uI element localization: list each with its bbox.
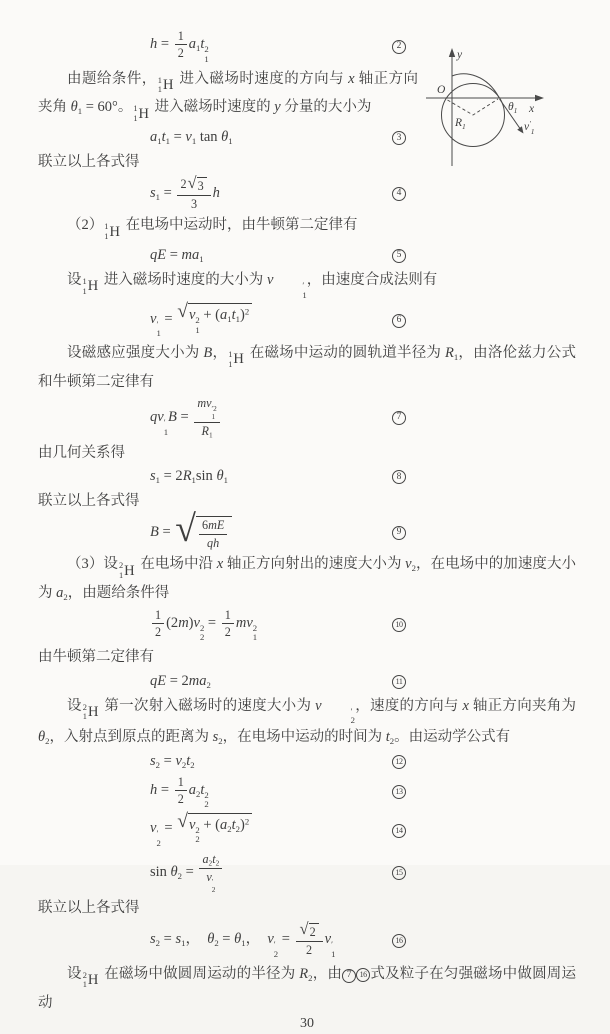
- math-var: $v_1$: [185, 129, 197, 147]
- text-run: 由几何关系得: [38, 444, 125, 461]
- math-var: m: [208, 518, 217, 533]
- math-var: $R_2$: [299, 965, 313, 983]
- text-run: ，速度的方向与: [354, 697, 463, 714]
- text-run: + (: [199, 816, 221, 833]
- equation-row: [38, 775, 576, 811]
- equation-number: 4: [392, 187, 406, 201]
- math-var: q: [150, 409, 158, 426]
- math-var: $s_1$: [150, 468, 160, 486]
- text-run: ，: [212, 345, 228, 362]
- fraction: [175, 29, 187, 61]
- text-run: ，: [245, 931, 268, 948]
- equation-body: [150, 851, 224, 895]
- text-run: 进入磁场时速度的大小为: [100, 272, 267, 289]
- text-run: ，在电场中运动的时间为: [222, 729, 386, 746]
- math-var: $\theta_2$: [38, 729, 50, 747]
- equation-body: [150, 753, 195, 769]
- text-run: 第一次射入磁场时的速度大小为: [100, 697, 316, 714]
- isotope-notation: 2 1 H: [118, 561, 135, 580]
- math-var: $R_1$: [445, 345, 459, 363]
- text-run: ，入射点到原点的距离为: [49, 729, 213, 746]
- math-var: B: [203, 345, 213, 362]
- math-var: $a_1$: [150, 129, 162, 147]
- equation-row: [38, 29, 576, 65]
- isotope-notation: 1 1 H: [157, 75, 174, 95]
- text-run: 2: [309, 925, 316, 940]
- equation-row: [38, 246, 576, 266]
- text-run: 设: [67, 965, 82, 982]
- isotope-notation: 1 1 H: [133, 104, 150, 124]
- solution-content: [38, 26, 576, 1016]
- square-root: [299, 919, 319, 940]
- text-run: 进入磁场时速度的方向与: [175, 70, 349, 87]
- text-run: =: [160, 752, 176, 769]
- math-var: v 2 2: [193, 614, 205, 643]
- math-var: $a_2$: [202, 851, 213, 868]
- equation-number: 12: [392, 755, 406, 769]
- math-var: m: [197, 396, 207, 411]
- circled-number: 7: [342, 969, 356, 983]
- text-run: （2）: [67, 217, 104, 234]
- text-run: + (: [199, 306, 221, 323]
- equation-body: [150, 810, 253, 849]
- math-var: v ′ 1: [266, 272, 307, 300]
- equation-row: [38, 672, 576, 692]
- paragraph: [38, 963, 576, 1014]
- math-var: $a_2$: [220, 816, 232, 834]
- text-run: =: [166, 247, 182, 264]
- text-run: 3: [191, 196, 198, 211]
- math-var: $s_1$: [175, 931, 186, 949]
- math-var: $R_1$: [201, 424, 213, 440]
- equation-body: [150, 919, 336, 959]
- equation-row: [38, 919, 576, 960]
- fraction: [177, 173, 210, 211]
- text-run: 2: [180, 177, 187, 192]
- equation-number: 13: [392, 785, 406, 799]
- text-run: =: [160, 820, 177, 837]
- math-var: h: [212, 185, 220, 202]
- math-var: $a_1$: [192, 247, 204, 265]
- paragraph: [38, 695, 576, 749]
- text-run: = 2: [160, 468, 183, 485]
- text-run: 设: [67, 272, 82, 289]
- math-var: x: [462, 697, 469, 714]
- text-run: (2: [166, 614, 179, 631]
- text-run: 设: [67, 697, 82, 714]
- paragraph: [38, 490, 576, 513]
- superscript: 2: [244, 306, 250, 317]
- equation-row: [38, 810, 576, 849]
- text-run: 由题给条件，: [67, 70, 157, 87]
- equation-body: [150, 129, 233, 145]
- math-var: $s_2$: [212, 729, 223, 747]
- text-run: 2: [155, 625, 162, 640]
- radical-sign: √: [299, 919, 309, 939]
- math-var: q: [150, 247, 158, 264]
- math-var: v ′ 1: [157, 409, 169, 437]
- superscript: 2: [244, 816, 250, 827]
- math-var: t 2 1: [200, 36, 209, 64]
- math-var: E: [157, 247, 167, 264]
- text-run: 。由运动学公式有: [394, 729, 511, 746]
- equation-row: [38, 608, 576, 644]
- isotope-notation: 2 1 H: [82, 970, 99, 990]
- equation-body: [150, 673, 211, 689]
- page-number: 30: [300, 1016, 314, 1032]
- fraction: [152, 608, 164, 640]
- math-var: t 2 2: [200, 781, 209, 810]
- math-var: $\theta_1$: [216, 468, 228, 486]
- equation-body: [150, 774, 209, 810]
- circled-number: 16: [356, 968, 370, 982]
- figure-radius-dashes: [448, 99, 499, 115]
- math-var: m: [181, 247, 193, 264]
- text-run: ): [188, 614, 194, 631]
- text-run: 由牛顿第二定律有: [38, 649, 154, 666]
- math-var: v ′ 2: [206, 869, 216, 895]
- math-var: $s_1$: [150, 185, 160, 203]
- figure-trajectory-arc: [452, 74, 499, 98]
- equation-row: [38, 752, 576, 772]
- text-run: （3）设: [67, 556, 118, 573]
- text-run: 在电场中运动时，由牛顿第二定律有: [121, 217, 358, 234]
- text-run: 2: [177, 791, 184, 806]
- math-var: v ′2 1: [206, 396, 217, 421]
- equation-number: 5: [392, 249, 406, 263]
- text-run: 分量的大小为: [280, 99, 372, 116]
- text-run: =: [176, 409, 193, 426]
- math-var: v ′ 2: [150, 820, 161, 849]
- math-var: $v_2$: [175, 752, 187, 770]
- text-run: =: [157, 36, 173, 53]
- text-run: 式及粒子在匀强磁场中做圆周运动: [38, 965, 577, 1011]
- isotope-notation: 1 1 H: [104, 222, 120, 241]
- text-run: 在磁场中做圆周运动的半径为: [100, 965, 300, 982]
- math-var: $a_2$: [199, 672, 211, 690]
- text-run: = 2: [166, 672, 189, 689]
- figure-label-x: x: [529, 103, 535, 115]
- figure-label-radius: $R_1$: [455, 117, 466, 131]
- math-var: $s_2$: [150, 752, 160, 770]
- math-var: v 2 1: [246, 614, 258, 643]
- math-var: x: [216, 556, 224, 573]
- math-var: $\theta_2$: [207, 931, 219, 949]
- math-var: $\theta_1$: [234, 931, 246, 949]
- radical-sign: √: [177, 810, 188, 832]
- math-var: v ′ 1: [150, 310, 161, 339]
- text-run: ): [239, 306, 245, 323]
- math-var: $s_2$: [150, 931, 160, 949]
- paragraph: [38, 897, 576, 920]
- text-run: 轴正方向夹角为: [468, 697, 577, 714]
- equation-body: [150, 607, 258, 643]
- text-run: =: [157, 781, 173, 798]
- math-var: q: [150, 672, 158, 689]
- equation-number: 10: [392, 618, 406, 632]
- equation-body: [150, 29, 209, 64]
- radical-sign: √: [177, 300, 188, 322]
- paragraph: [38, 269, 576, 300]
- equation-row: [38, 507, 576, 550]
- isotope-notation: 1 1 H: [82, 277, 99, 296]
- text-run: tan: [196, 129, 222, 146]
- text-run: 设磁感应强度大小为: [67, 345, 204, 362]
- math-var: m: [178, 614, 189, 631]
- text-run: sin: [195, 468, 217, 485]
- equation-row: [38, 300, 576, 339]
- equation-number: 7: [392, 411, 406, 425]
- text-run: =: [160, 310, 177, 327]
- text-run: =: [182, 864, 198, 881]
- text-run: 轴正方向射出的速度大小为: [223, 556, 406, 573]
- text-run: ，由速度合成法则有: [306, 272, 438, 289]
- square-root: [177, 300, 252, 335]
- text-run: =: [160, 931, 176, 948]
- equation-body: [150, 468, 228, 484]
- text-run: =: [278, 931, 294, 948]
- text-run: 在磁场中运动的圆轨道半径为: [245, 345, 445, 362]
- fraction: [296, 919, 323, 957]
- fraction: [222, 608, 234, 640]
- math-var: $t_2$: [385, 729, 395, 747]
- text-run: 2: [177, 46, 184, 61]
- equation-row: [38, 852, 576, 895]
- equation-row: [38, 396, 576, 439]
- radical-sign: √: [187, 173, 197, 193]
- math-var: $\theta_2$: [170, 864, 183, 882]
- text-run: 1: [224, 607, 231, 622]
- paragraph: [38, 214, 576, 243]
- square-root: [187, 173, 207, 194]
- math-var: $t_2$: [186, 752, 195, 770]
- text-run: 联立以上各式得: [38, 154, 140, 171]
- math-var: y: [274, 99, 281, 116]
- text-run: sin: [150, 864, 171, 881]
- equation-row: [38, 173, 576, 211]
- text-run: =: [204, 614, 220, 631]
- fraction: [199, 852, 222, 895]
- math-var: $a_1$: [188, 36, 201, 54]
- square-root: [177, 810, 252, 845]
- text-run: =: [160, 185, 176, 202]
- figure-x-axis-arrow: [535, 95, 544, 101]
- math-var: $t_2$: [231, 816, 240, 834]
- equation-body: [150, 173, 220, 211]
- text-run: =: [218, 931, 235, 948]
- equation-number: 15: [392, 866, 406, 880]
- text-run: 联立以上各式得: [38, 900, 140, 917]
- math-var: h: [150, 781, 158, 798]
- text-run: 联立以上各式得: [38, 493, 140, 510]
- math-var: B: [168, 409, 177, 426]
- paragraph: [38, 646, 576, 669]
- equation-body: [150, 300, 253, 339]
- equation-number: 14: [392, 824, 406, 838]
- math-var: $t_1$: [161, 129, 170, 147]
- math-var: $R_1$: [182, 468, 196, 486]
- equation-number: 2: [392, 40, 406, 54]
- equation-number: 16: [392, 934, 406, 948]
- text-run: 2: [224, 625, 231, 640]
- text-run: =: [169, 129, 186, 146]
- equation-number: 9: [392, 526, 406, 540]
- math-var: x: [348, 70, 355, 87]
- equation-number: 8: [392, 470, 406, 484]
- figure-label-origin: O: [437, 84, 446, 96]
- radical-sign: √: [175, 507, 196, 550]
- text-run: 在电场中沿: [136, 556, 217, 573]
- math-var: $v_2$: [405, 556, 416, 574]
- equation-body: [150, 507, 233, 550]
- text-run: = 60°。: [82, 99, 133, 116]
- math-var: $\theta_1$: [221, 129, 233, 147]
- equation-row: [38, 128, 576, 148]
- paragraph: [38, 342, 576, 393]
- equation-body: [150, 396, 222, 440]
- figure-label-angle: $\theta_1$: [508, 101, 518, 115]
- text-run: 2: [306, 942, 313, 957]
- math-var: v ′ 2: [267, 931, 279, 959]
- square-root: [175, 507, 232, 550]
- equation-number: 6: [392, 314, 406, 328]
- isotope-notation: 2 1 H: [82, 702, 99, 722]
- equation-number: 11: [392, 675, 406, 689]
- text-run: ，在电场中的加速度大小为: [38, 556, 577, 602]
- math-var: $a_2$: [188, 781, 201, 799]
- text-run: 6: [201, 518, 209, 533]
- math-var: E: [216, 518, 225, 533]
- math-var: v 2 1: [188, 306, 200, 335]
- math-var: $a_1$: [220, 306, 232, 324]
- text-run: 3: [197, 179, 204, 194]
- fraction: [175, 775, 187, 807]
- fraction: [194, 396, 219, 439]
- paragraph: [38, 442, 576, 465]
- math-var: $a_2$: [56, 585, 68, 603]
- text-run: ): [239, 816, 245, 833]
- text-run: 进入磁场时速度的: [151, 99, 275, 116]
- math-var: q: [207, 535, 214, 550]
- math-var: h: [150, 36, 158, 53]
- equation-row: [38, 467, 576, 487]
- math-var: h: [213, 535, 220, 550]
- math-var: v ′ 1: [324, 931, 336, 959]
- math-var: $t_2$: [212, 851, 220, 868]
- paragraph: [38, 553, 576, 604]
- text-run: 1: [177, 774, 184, 789]
- text-run: ，由: [312, 965, 343, 982]
- text-run: ，由洛伦兹力公式和牛顿第二定律有: [38, 345, 577, 390]
- math-var: m: [188, 672, 200, 689]
- fraction: [199, 518, 227, 550]
- figure-label-velocity: $v'_1$: [524, 119, 535, 136]
- text-run: =: [158, 524, 175, 541]
- math-var: E: [157, 672, 167, 689]
- isotope-notation: 1 1 H: [228, 350, 244, 369]
- math-var: m: [235, 614, 247, 631]
- equation-number: 3: [392, 131, 406, 145]
- text-run: ，: [185, 931, 208, 948]
- text-run: 1: [155, 607, 162, 622]
- math-var: $\theta_1$: [70, 99, 83, 117]
- math-var: v ′ 2: [315, 697, 355, 726]
- equation-body: [150, 247, 204, 263]
- math-var: $t_1$: [231, 306, 240, 324]
- text-run: ，由题给条件得: [67, 585, 170, 602]
- text-run: 轴正方向夹角: [38, 70, 419, 116]
- text-run: 1: [177, 29, 184, 43]
- math-var: B: [150, 524, 159, 541]
- math-var: v 2 2: [188, 816, 200, 845]
- figure-label-y: y: [457, 49, 463, 61]
